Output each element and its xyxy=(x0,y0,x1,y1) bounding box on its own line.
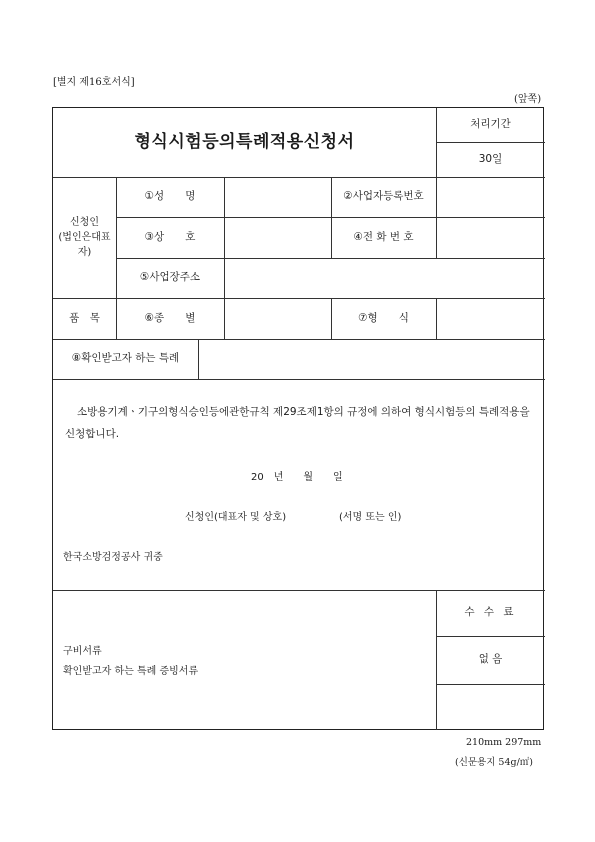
required-documents-item: 확인받고자 하는 특례 증빙서류 xyxy=(63,666,199,677)
name-field[interactable] xyxy=(224,177,331,217)
recipient-line: 한국소방검정공사 귀중 xyxy=(63,552,163,563)
applicant-group-label: 신청인 (법인은대표 자) xyxy=(58,217,111,258)
business-address-field[interactable] xyxy=(224,258,545,298)
name-label: ①성 명 xyxy=(144,190,196,203)
requested-exception-label: ⑧확인받고자 하는 특례 xyxy=(71,352,180,365)
fee-value: 없 음 xyxy=(478,653,503,666)
form-number-tag: [별지 제16호서식] xyxy=(53,77,135,88)
application-form xyxy=(52,107,544,730)
processing-period-value: 30일 xyxy=(478,152,503,165)
product-model-field[interactable] xyxy=(436,298,545,339)
fee-label: 수 수 료 xyxy=(464,606,517,619)
business-reg-number-label: ②사업자등록번호 xyxy=(343,190,424,203)
signer-line: 신청인(대표자 및 상호) xyxy=(185,512,287,523)
phone-number-field[interactable] xyxy=(436,217,545,258)
phone-number-label: ④전 화 번 호 xyxy=(353,230,414,243)
business-reg-number-field[interactable] xyxy=(436,177,545,217)
business-address-label: ⑤사업장주소 xyxy=(139,271,201,284)
application-statement: 소방용기계ㆍ기구의형식승인등에관한규칙 제29조제1항의 규정에 의하여 형식시험등의 특례적용을 신청합니다. xyxy=(65,406,530,441)
company-name-field[interactable] xyxy=(224,217,331,258)
required-documents-label: 구비서류 xyxy=(63,646,102,657)
paper-size: 210mm 297mm xyxy=(466,737,542,748)
paper-type: (신문용지 54g/㎡) xyxy=(455,757,534,768)
front-side-note: (앞쪽) xyxy=(514,94,542,105)
product-type-label: ⑥종 별 xyxy=(144,311,196,324)
product-label: 품 목 xyxy=(69,311,100,324)
date-line: 20 년 월 일 xyxy=(251,472,343,483)
requested-exception-field[interactable] xyxy=(198,339,545,379)
product-type-field[interactable] xyxy=(224,298,331,339)
form-title: 형식시험등의특례적용신청서 xyxy=(134,131,355,152)
product-model-label: ⑦형 식 xyxy=(358,311,409,324)
processing-period-label: 처리기간 xyxy=(470,118,511,131)
signature-hint: (서명 또는 인) xyxy=(339,512,402,523)
company-name-label: ③상 호 xyxy=(144,230,196,243)
